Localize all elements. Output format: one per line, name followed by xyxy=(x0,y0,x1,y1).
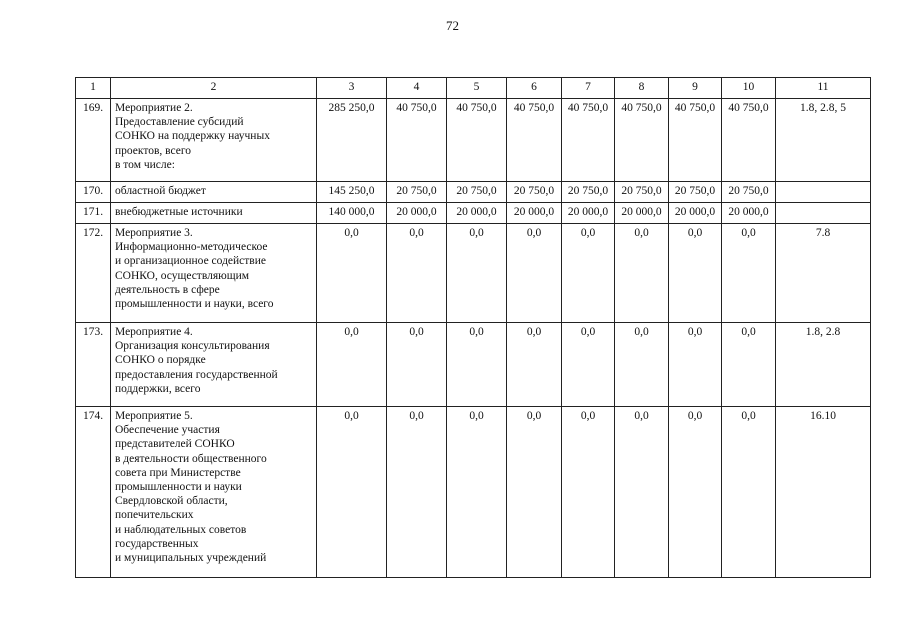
row-value: 0,0 xyxy=(722,407,776,578)
row-value: 0,0 xyxy=(447,224,507,323)
row-value: 140 000,0 xyxy=(317,203,387,224)
row-reference: 1.8, 2.8, 5 xyxy=(776,99,871,182)
row-value: 40 750,0 xyxy=(447,99,507,182)
table-row xyxy=(76,203,871,224)
row-value: 20 000,0 xyxy=(447,203,507,224)
row-value: 20 750,0 xyxy=(722,182,776,203)
column-header: 8 xyxy=(615,78,669,99)
row-reference xyxy=(776,203,871,224)
row-value: 0,0 xyxy=(317,407,387,578)
row-name: Мероприятие 5. Обеспечение участия представителей СОНКО в деятельности общественного совета при Министерстве промышленности и науки Свердловской области, попечительских и наблюдательных советов государственных и муниципальных учреждений xyxy=(111,407,317,578)
column-header: 2 xyxy=(111,78,317,99)
row-value: 40 750,0 xyxy=(722,99,776,182)
row-name: Мероприятие 4. Организация консультирования СОНКО о порядке предоставления государственной поддержки, всего xyxy=(111,323,317,407)
row-value: 145 250,0 xyxy=(317,182,387,203)
row-value: 20 000,0 xyxy=(562,203,615,224)
table-row xyxy=(76,224,871,323)
row-value: 0,0 xyxy=(387,407,447,578)
row-value: 20 750,0 xyxy=(669,182,722,203)
row-value: 20 000,0 xyxy=(507,203,562,224)
row-value: 40 750,0 xyxy=(669,99,722,182)
column-header: 3 xyxy=(317,78,387,99)
row-reference: 1.8, 2.8 xyxy=(776,323,871,407)
table-row xyxy=(76,323,871,407)
row-name: областной бюджет xyxy=(111,182,317,203)
activities-table xyxy=(75,77,871,578)
row-value: 0,0 xyxy=(669,323,722,407)
row-value: 0,0 xyxy=(615,407,669,578)
row-value: 0,0 xyxy=(562,224,615,323)
row-name: внебюджетные источники xyxy=(111,203,317,224)
row-value: 0,0 xyxy=(387,224,447,323)
row-value: 0,0 xyxy=(615,323,669,407)
row-number: 174. xyxy=(76,407,111,578)
row-value: 0,0 xyxy=(447,407,507,578)
row-value: 40 750,0 xyxy=(562,99,615,182)
row-value: 40 750,0 xyxy=(615,99,669,182)
row-value: 0,0 xyxy=(447,323,507,407)
row-reference xyxy=(776,182,871,203)
table-row xyxy=(76,99,871,182)
row-value: 20 750,0 xyxy=(615,182,669,203)
row-value: 20 750,0 xyxy=(447,182,507,203)
row-value: 0,0 xyxy=(317,323,387,407)
row-value: 20 000,0 xyxy=(722,203,776,224)
table-row xyxy=(76,182,871,203)
column-header: 11 xyxy=(776,78,871,99)
row-value: 0,0 xyxy=(317,224,387,323)
row-value: 0,0 xyxy=(722,224,776,323)
column-header: 4 xyxy=(387,78,447,99)
row-value: 20 000,0 xyxy=(615,203,669,224)
row-value: 0,0 xyxy=(722,323,776,407)
row-reference: 16.10 xyxy=(776,407,871,578)
table-row xyxy=(76,407,871,578)
page-number: 72 xyxy=(446,18,459,33)
row-number: 173. xyxy=(76,323,111,407)
row-value: 0,0 xyxy=(615,224,669,323)
column-header: 9 xyxy=(669,78,722,99)
row-value: 20 000,0 xyxy=(387,203,447,224)
row-value: 20 750,0 xyxy=(562,182,615,203)
row-value: 20 750,0 xyxy=(387,182,447,203)
row-value: 0,0 xyxy=(507,224,562,323)
row-value: 0,0 xyxy=(507,407,562,578)
row-reference: 7.8 xyxy=(776,224,871,323)
row-number: 172. xyxy=(76,224,111,323)
row-number: 169. xyxy=(76,99,111,182)
row-value: 285 250,0 xyxy=(317,99,387,182)
column-header: 7 xyxy=(562,78,615,99)
row-value: 40 750,0 xyxy=(387,99,447,182)
row-value: 0,0 xyxy=(507,323,562,407)
row-value: 0,0 xyxy=(562,323,615,407)
column-header: 1 xyxy=(76,78,111,99)
column-header: 5 xyxy=(447,78,507,99)
row-value: 0,0 xyxy=(669,224,722,323)
row-name: Мероприятие 3. Информационно-методическое и организационное содействие СОНКО, осуществляющим деятельность в сфере промышленности и науки, всего xyxy=(111,224,317,323)
row-value: 0,0 xyxy=(387,323,447,407)
row-value: 40 750,0 xyxy=(507,99,562,182)
row-number: 170. xyxy=(76,182,111,203)
row-value: 20 000,0 xyxy=(669,203,722,224)
row-value: 0,0 xyxy=(669,407,722,578)
column-header: 10 xyxy=(722,78,776,99)
column-header: 6 xyxy=(507,78,562,99)
row-value: 0,0 xyxy=(562,407,615,578)
row-number: 171. xyxy=(76,203,111,224)
row-value: 20 750,0 xyxy=(507,182,562,203)
header-row xyxy=(76,78,871,99)
row-name: Мероприятие 2. Предоставление субсидий СОНКО на поддержку научных проектов, всего в том числе: xyxy=(111,99,317,182)
